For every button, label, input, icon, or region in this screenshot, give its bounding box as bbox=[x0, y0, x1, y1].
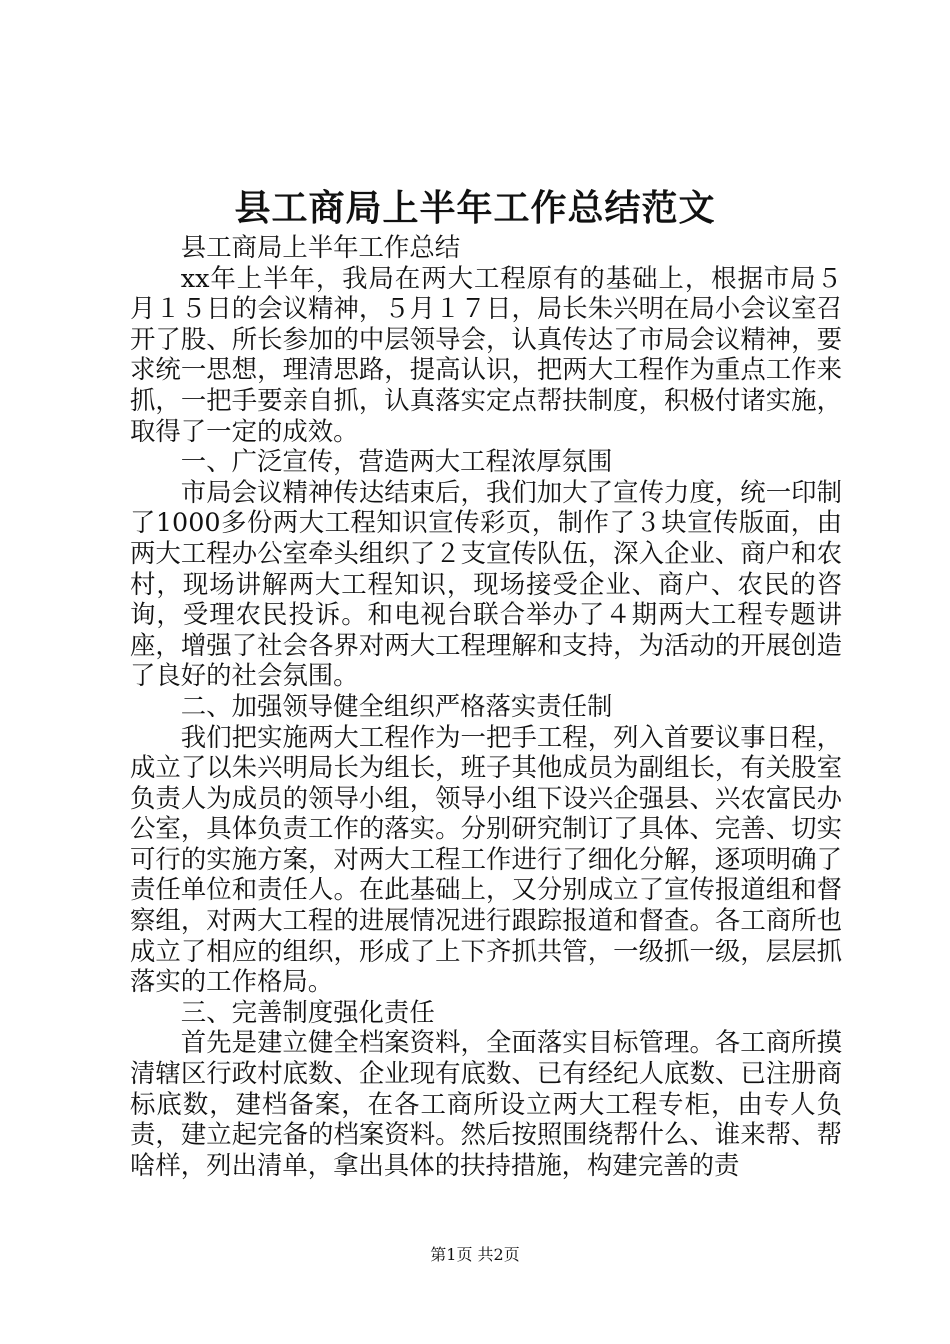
section-heading-2: 二、加强领导健全组织严格落实责任制 bbox=[180, 690, 613, 721]
intro-paragraph: xx年上半年，我局在两大工程原有的基础上，根据市局５月１５日的会议精神，５月１７日，局长朱兴明在局小会议室召开了股、所长参加的中层领导会，认真传达了市局会议精神，要求统一思想，理清思路，提高认识，把两大工程作为重点工作来抓，一把手要亲自抓，认真落实定点帮扶制度，积极付诸实施，取得了一定的成效。 bbox=[130, 262, 842, 446]
section-body-1: 市局会议精神传达结束后，我们加大了宣传力度，统一印制了1000多份两大工程知识宣传彩页，制作了３块宣传版面，由两大工程办公室牵头组织了２支宣传队伍，深入企业、商户和农村，现场讲解两大工程知识，现场接受企业、商户、农民的咨询，受理农民投诉。和电视台联合举办了４期两大工程专题讲座，增强了社会各界对两大工程理解和支持，为活动的开展创造了良好的社会氛围。 bbox=[130, 476, 842, 691]
section-body-3: 首先是建立健全档案资料，全面落实目标管理。各工商所摸清辖区行政村底数、企业现有底数、已有经纪人底数、已注册商标底数，建档备案，在各工商所设立两大工程专柜，由专人负责，建立起完备的档案资料。然后按照围绕帮什么、谁来帮、帮啥样，列出清单，拿出具体的扶持措施，构建完善的责 bbox=[130, 1027, 842, 1180]
document-body bbox=[130, 232, 842, 1180]
page-footer: 第1页 共2页 bbox=[430, 1245, 520, 1264]
section-body-2: 我们把实施两大工程作为一把手工程，列入首要议事日程，成立了以朱兴明局长为组长，班子其他成员为副组长，有关股室负责人为成员的领导小组，领导小组下设兴企强县、兴农富民办公室，具体负责工作的落实。分别研究制订了具体、完善、切实可行的实施方案，对两大工程工作进行了细化分解，逐项明确了责任单位和责任人。在此基础上，又分别成立了宣传报道组和督察组，对两大工程的进展情况进行跟踪报道和督查。各工商所也成立了相应的组织，形成了上下齐抓共管，一级抓一级，层层抓落实的工作格局。 bbox=[130, 721, 842, 997]
section-heading-3: 三、完善制度强化责任 bbox=[180, 996, 435, 1027]
document-title: 县工商局上半年工作总结范文 bbox=[234, 187, 716, 229]
subtitle-paragraph: 县工商局上半年工作总结 bbox=[180, 232, 461, 262]
section-heading-1: 一、广泛宣传，营造两大工程浓厚氛围 bbox=[180, 446, 613, 477]
